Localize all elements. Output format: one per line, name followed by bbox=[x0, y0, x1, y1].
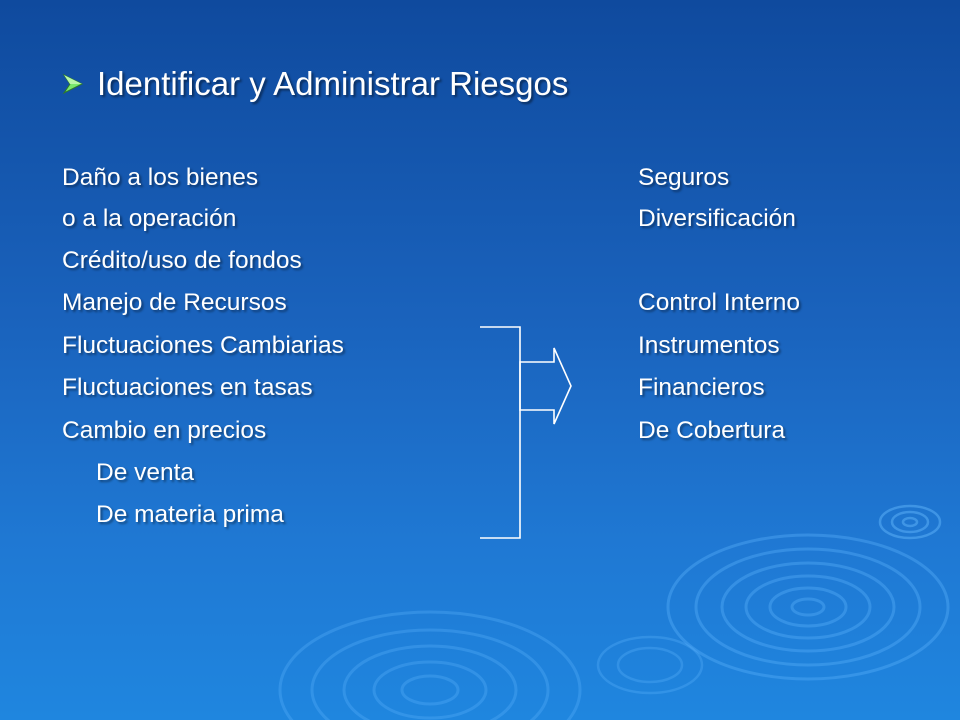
right-arrow-icon bbox=[520, 348, 571, 424]
right-item-financieros: Financieros bbox=[638, 374, 765, 401]
right-item-cobertura: De Cobertura bbox=[638, 417, 786, 444]
left-subitem-materia-prima: De materia prima bbox=[96, 501, 284, 528]
left-item-tasas: Fluctuaciones en tasas bbox=[62, 374, 313, 401]
left-item-precios: Cambio en precios bbox=[62, 417, 267, 444]
slide-title: Identificar y Administrar Riesgos bbox=[97, 65, 569, 102]
left-item-recursos: Manejo de Recursos bbox=[62, 289, 287, 316]
bracket-line bbox=[480, 327, 520, 538]
left-item-cambiarias: Fluctuaciones Cambiarias bbox=[62, 332, 344, 359]
right-item-diversificacion: Diversificación bbox=[638, 205, 796, 232]
left-item-operacion: o a la operación bbox=[62, 205, 237, 232]
left-item-dano-bienes: Daño a los bienes bbox=[62, 164, 259, 191]
right-item-seguros: Seguros bbox=[638, 164, 730, 191]
left-subitem-venta: De venta bbox=[96, 459, 195, 486]
left-item-credito: Crédito/uso de fondos bbox=[62, 247, 302, 274]
right-item-control-interno: Control Interno bbox=[638, 289, 801, 316]
right-item-instrumentos: Instrumentos bbox=[638, 332, 780, 359]
